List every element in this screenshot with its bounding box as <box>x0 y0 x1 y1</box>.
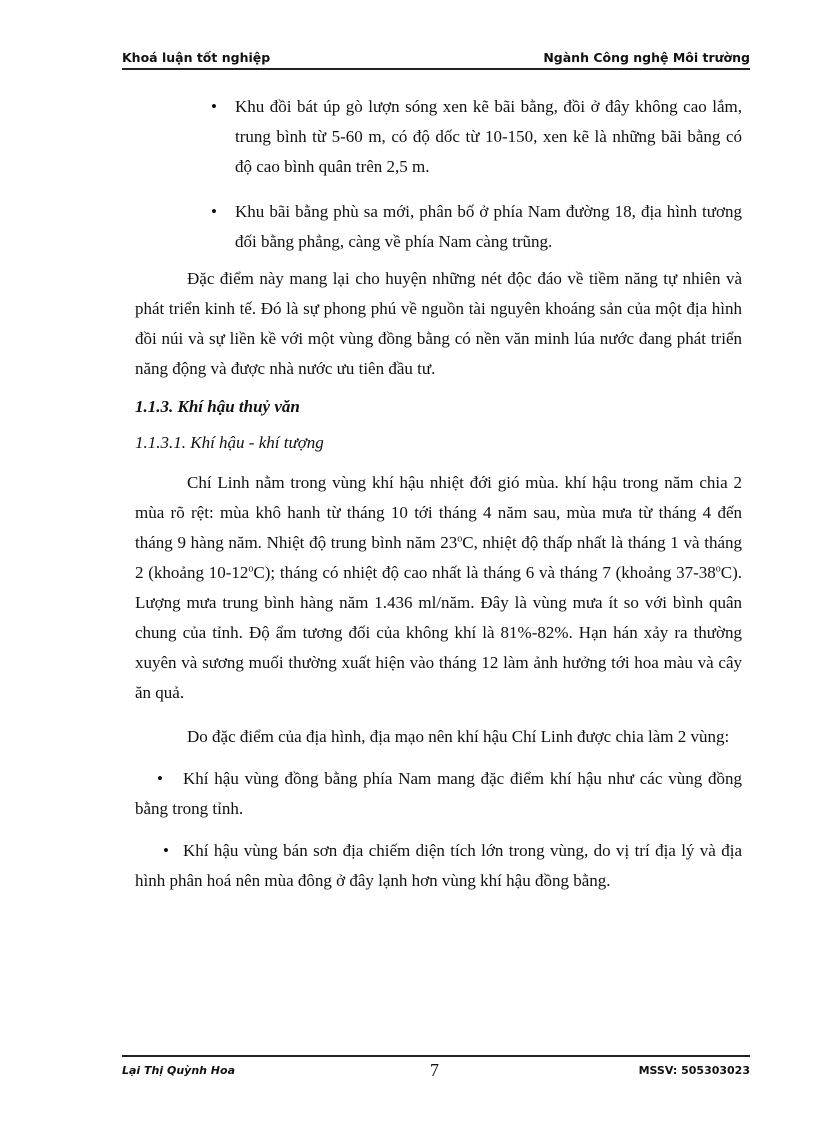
page-header <box>122 48 750 68</box>
section-heading: 1.1.3. Khí hậu thuỷ văn <box>135 397 300 416</box>
list-item <box>135 836 742 896</box>
climate-text-part: C, nhiệt độ thấp nhất là tháng 1 và tháng 2 (khoảng 10-12 <box>135 533 743 582</box>
list-item-text: Khí hậu vùng đồng bằng phía Nam mang đặc điểm khí hậu như các vùng đồng bằng trong tỉnh. <box>135 769 742 818</box>
paragraph: Đặc điểm này mang lại cho huyện những nét độc đáo về tiềm năng tự nhiên và phát triển kinh tế. Đó là sự phong phú về nguồn tài nguyên khoáng sản của một địa hình đồi núi và sự liền kề với một vùng đồng bằng có nền văn minh lúa nước đang phát triển năng động và được nhà nước ưu tiên đầu tư. <box>135 269 742 378</box>
degree-mark: o <box>457 533 463 545</box>
page-number: 7 <box>430 1060 439 1080</box>
list-item-text: Khí hậu vùng bán sơn địa chiếm diện tích lớn trong vùng, do vị trí địa lý và địa hình phân hoá nên mùa đông ở đây lạnh hơn vùng khí hậu đồng bằng. <box>135 841 742 890</box>
header-right-title: Ngành Công nghệ Môi trường <box>543 50 750 65</box>
subsection-heading: 1.1.3.1. Khí hậu - khí tượng <box>135 433 324 452</box>
bullet-icon: • <box>163 841 169 860</box>
degree-mark: o <box>715 563 721 575</box>
paragraph: Do đặc điểm của địa hình, địa mạo nên khí hậu Chí Linh được chia làm 2 vùng: <box>187 727 730 746</box>
bullet-icon: • <box>157 769 163 788</box>
list-item <box>135 197 742 257</box>
list-item <box>135 92 742 182</box>
list-item <box>135 764 742 824</box>
bullet-icon: • <box>211 97 217 116</box>
footer-author: Lại Thị Quỳnh Hoa <box>122 1064 235 1077</box>
header-divider <box>122 68 750 70</box>
page-footer <box>122 1060 750 1084</box>
header-left-title: Khoá luận tốt nghiệp <box>122 50 271 65</box>
list-item-text: Khu bãi bằng phù sa mới, phân bố ở phía Nam đường 18, địa hình tương đối bằng phẳng, càng về phía Nam càng trũng. <box>235 202 742 251</box>
degree-mark: o <box>248 563 254 575</box>
footer-student-id: MSSV: 505303023 <box>638 1064 750 1077</box>
footer-divider <box>122 1055 750 1057</box>
page-body <box>135 92 742 896</box>
list-item-text: Khu đồi bát úp gò lượn sóng xen kẽ bãi bằng, đồi ở đây không cao lắm, trung bình từ 5-60 m, có độ dốc từ 10-150, xen kẽ là những bãi bằng có độ cao bình quân trên 2,5 m. <box>235 97 742 176</box>
climate-paragraph <box>135 468 742 708</box>
climate-text-part: C). Lượng mưa trung bình hàng năm 1.436 ml/năm. Đây là vùng mưa ít so với bình quân chung của tỉnh. Độ ẩm tương đối của không khí là 81%-82%. Hạn hán xảy ra thường xuyên và sương muối thường xuất hiện vào tháng 12 làm ảnh hưởng tới hoa màu và cây ăn quả. <box>135 563 742 702</box>
bullet-icon: • <box>211 202 217 221</box>
climate-text-part: C); tháng có nhiệt độ cao nhất là tháng 6 và tháng 7 (khoảng 37-38 <box>253 563 716 582</box>
climate-text-part: Chí Linh nằm trong vùng khí hậu nhiệt đới gió mùa. khí hậu trong năm chia 2 mùa rõ rệt: mùa khô hanh từ tháng 10 tới tháng 4 năm sau, mùa mưa từ tháng 4 đến tháng 9 hàng năm. Nhiệt độ trung bình năm 23 <box>135 473 742 552</box>
